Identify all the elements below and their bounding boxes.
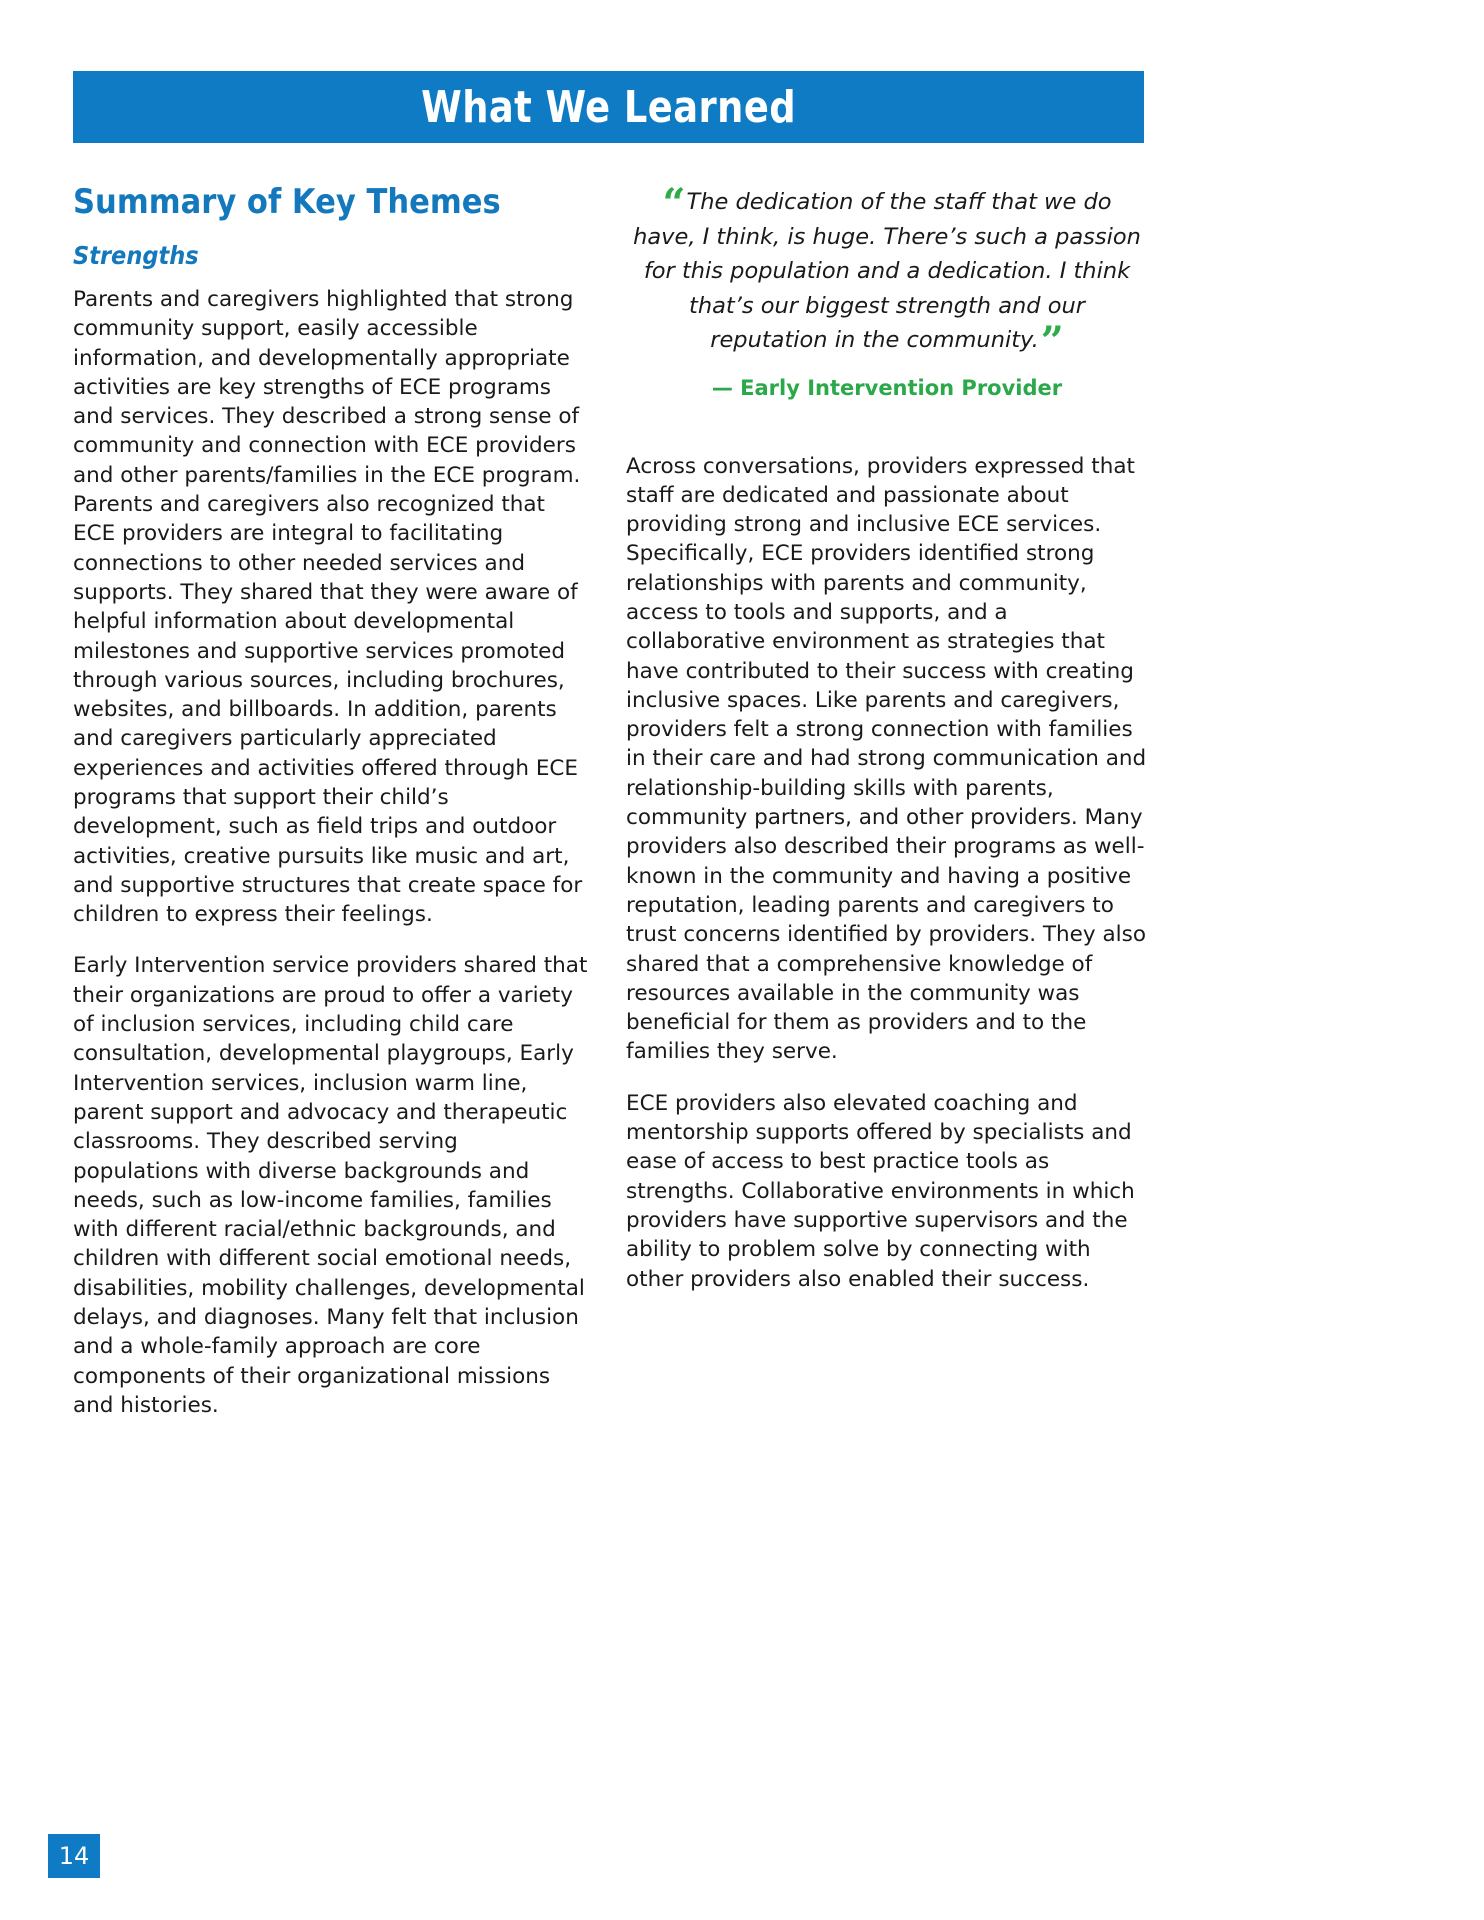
left-column-paragraph-1: Parents and caregivers highlighted that strong community support, easily accessible information, and developmentally appropriate activities are key strengths of ECE programs and services. They described a strong sense of community and connection with ECE providers and other parents/families in the ECE program. Parents and caregivers also recognized that ECE providers are integral to facilitating connections to other needed services and supports. They shared that they were aware of helpful information about developmental milestones and supportive services promoted through various sources, including brochures, websites, and billboards. In addition, parents and caregivers particularly appreciated experiences and activities offered through ECE programs that support their child’s development, such as field trips and outdoor activities, creative pursuits like music and art, and supportive structures that create space for children to express their feelings. (73, 286, 583, 928)
pull-quote-text: The dedication of the staff that we do have, I think, is huge. There’s such a passion for this population and a dedication. I think that’s our biggest strength and our reputation in the community. (633, 189, 1141, 353)
right-column-paragraph-2: ECE providers also elevated coaching and mentorship supports offered by specialists and ease of access to best practice tools as strengths. Collaborative environments in which providers have supportive supervisors and the ability to problem solve by connecting with other providers also enabled their success. (626, 1090, 1135, 1292)
right-column-paragraph-1: Across conversations, providers expressed that staff are dedicated and passionate about providing strong and inclusive ECE services. Specifically, ECE providers identified strong relationships with parents and community, access to tools and supports, and a collaborative environment as strategies that have contributed to their success with creating inclusive spaces. Like parents and caregivers, providers felt a strong connection with families in their care and had strong communication and relationship-building skills with parents, community partners, and other providers. Many providers also described their programs as well-known in the community and having a positive reputation, leading parents and caregivers to trust concerns identified by providers. They also shared that a comprehensive knowledge of resources available in the community was beneficial for them as providers and to the families they serve. (626, 453, 1147, 1065)
left-column-paragraph-2: Early Intervention service providers shared that their organizations are proud to offer a variety of inclusion services, including child care consultation, developmental playgroups, Early Intervention services, inclusion warm line, parent support and advocacy and therapeutic classrooms. They described serving populations with diverse backgrounds and needs, such as low-income families, families with different racial/ethnic backgrounds, and children with different social emotional needs, disabilities, mobility challenges, developmental delays, and diagnoses. Many felt that inclusion and a whole-family approach are core components of their organizational missions and histories. (73, 953, 588, 1418)
page-header-banner (73, 71, 1144, 143)
pull-quote-attribution: — Early Intervention Provider (711, 375, 1063, 400)
pull-quote-block (626, 180, 1148, 400)
section-heading-summary-of-key-themes: Summary of Key Themes (73, 182, 501, 222)
open-quote-icon: “ (662, 180, 686, 227)
left-column (73, 182, 589, 1420)
right-column (626, 180, 1148, 1294)
sub-heading-strengths: Strengths (73, 240, 199, 270)
page-title: What We Learned (421, 81, 796, 133)
pull-quote-text-line (630, 180, 1144, 365)
page-number-badge: 14 (48, 1834, 100, 1878)
close-quote-icon: ” (1040, 318, 1064, 365)
